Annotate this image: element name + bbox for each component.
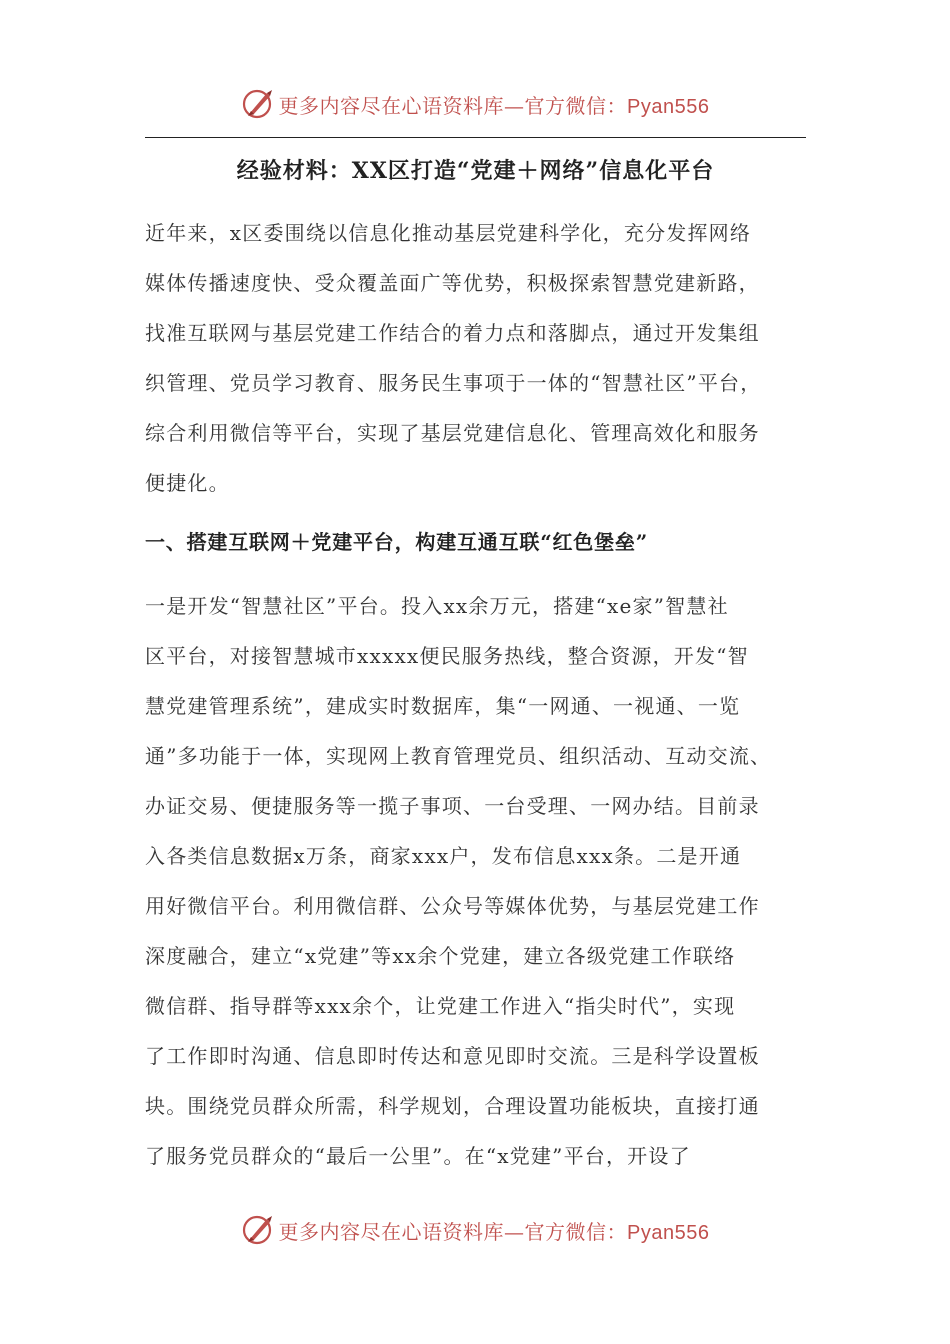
text-line: 慧党建管理系统”，建成实时数据库，集“一网通、一视通、一览: [145, 694, 741, 718]
banner-wechat-id: Pyan556: [627, 1221, 710, 1244]
text-line: 用好微信平台。利用微信群、公众号等媒体优势，与基层党建工作: [145, 894, 760, 918]
quill-pen-logo-icon: [241, 87, 275, 121]
document-title: 经验材料：XX区打造“党建＋网络”信息化平台: [236, 158, 715, 184]
banner-text: [279, 90, 710, 119]
text-line: 区平台，对接智慧城市xxxxx便民服务热线，整合资源，开发“智: [145, 644, 749, 668]
text-line: 一是开发“智慧社区”平台。投入xx余万元，搭建“xe家”智慧社: [145, 594, 729, 618]
text-line: 近年来，x区委围绕以信息化推动基层党建科学化，充分发挥网络: [145, 221, 752, 245]
text-line: 便捷化。: [145, 471, 230, 495]
text-line: 块。围绕党员群众所需，科学规划，合理设置功能板块，直接打通: [145, 1094, 760, 1118]
text-line: 了工作即时沟通、信息即时传达和意见即时交流。三是科学设置板: [145, 1044, 760, 1068]
text-line: 入各类信息数据x万条，商家xxx户，发布信息xxx条。二是开通: [145, 844, 742, 868]
header-banner: [0, 84, 950, 124]
banner-wechat-id: Pyan556: [627, 95, 710, 118]
text-line: 微信群、指导群等xxx余个，让党建工作进入“指尖时代”，实现: [145, 994, 736, 1018]
section-paragraph: [145, 581, 806, 1181]
text-line: 办证交易、便捷服务等一揽子事项、一台受理、一网办结。目前录: [145, 794, 760, 818]
banner-text-cn: 更多内容尽在心语资料库—官方微信：: [278, 1219, 628, 1244]
quill-pen-logo-icon: [241, 1213, 275, 1247]
text-line: 织管理、党员学习教育、服务民生事项于一体的“智慧社区”平台，: [145, 371, 762, 395]
banner-text: [279, 1216, 710, 1245]
header-divider: [145, 137, 806, 138]
footer-banner: [0, 1210, 950, 1250]
intro-paragraph: [145, 208, 806, 508]
text-line: 深度融合，建立“x党建”等xx余个党建，建立各级党建工作联络: [145, 944, 736, 968]
section-heading: 一、搭建互联网＋党建平台，构建互通互联“红色堡垒”: [145, 530, 649, 554]
text-line: 找准互联网与基层党建工作结合的着力点和落脚点，通过开发集组: [145, 321, 760, 345]
text-line: 媒体传播速度快、受众覆盖面广等优势，积极探索智慧党建新路，: [145, 271, 760, 295]
text-line: 通”多功能于一体，实现网上教育管理党员、组织活动、互动交流、: [145, 744, 772, 768]
banner-text-cn: 更多内容尽在心语资料库—官方微信：: [278, 93, 628, 118]
text-line: 了服务党员群众的“最后一公里”。在“x党建”平台，开设了: [145, 1144, 691, 1168]
text-line: 综合利用微信等平台，实现了基层党建信息化、管理高效化和服务: [145, 421, 760, 445]
